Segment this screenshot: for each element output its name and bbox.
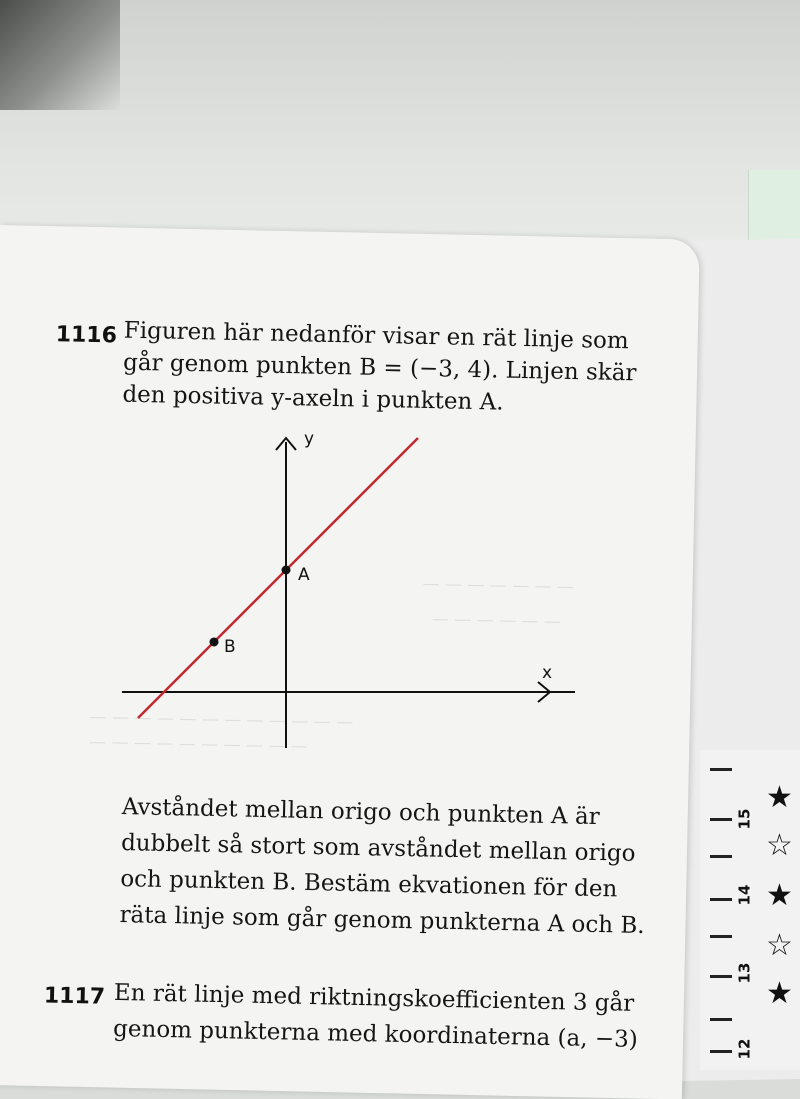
star-filled-icon: ★ xyxy=(766,780,793,815)
x-axis-label: x xyxy=(542,663,553,683)
show-through-text: — — — — — — — xyxy=(422,573,575,598)
show-through-text: — — — — — — — — — — xyxy=(88,731,308,757)
ruler-number: 15 xyxy=(735,808,754,830)
problem-text-line: den positiva y-axeln i punkten A. xyxy=(122,381,504,416)
problem-text-line: går genom punkten B = (−3, 4). Linjen skär xyxy=(122,349,637,387)
ruler-number: 12 xyxy=(735,1038,754,1060)
star-outline-icon: ☆ xyxy=(766,928,793,963)
show-through-text: — — — — — — xyxy=(431,609,562,632)
problem-number: 1116 xyxy=(55,322,118,349)
star-filled-icon: ★ xyxy=(766,878,793,913)
star-outline-icon: ☆ xyxy=(766,828,793,863)
problem-text-line: Avståndet mellan origo och punkten A är xyxy=(121,794,600,831)
problem-text-line: och punkten B. Bestäm ekvationen för den xyxy=(120,866,618,903)
problem-number: 1117 xyxy=(43,983,106,1010)
problem-text-line: räta linje som går genom punkterna A och B. xyxy=(119,902,645,940)
problem-text-line: Figuren här nedanför visar en rät linje som xyxy=(123,317,629,355)
y-axis-label: y xyxy=(304,429,315,449)
show-through-text: — — — — — — — — — — — — xyxy=(89,706,354,733)
problem-text-line: En rät linje med riktningskoefficienten 3 går xyxy=(113,979,635,1017)
problem-text-line: dubbelt så stort som avståndet mellan origo xyxy=(120,830,636,867)
point-a-label: A xyxy=(298,565,310,585)
problem-text-line: genom punkterna med koordinaterna (a, −3) xyxy=(112,1015,639,1053)
point-b-label: B xyxy=(224,637,236,657)
star-filled-icon: ★ xyxy=(766,976,793,1011)
ruler-number: 13 xyxy=(735,962,754,984)
ruler-number: 14 xyxy=(735,884,754,906)
